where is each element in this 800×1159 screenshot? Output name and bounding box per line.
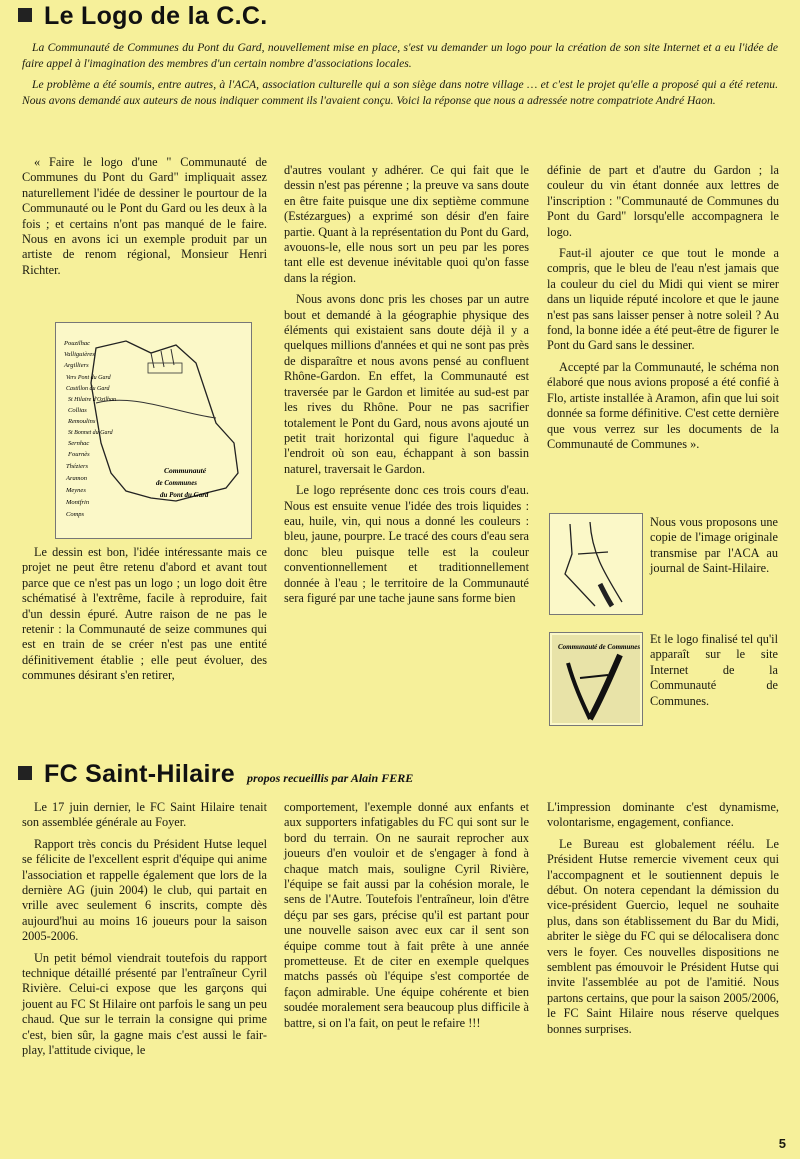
article-column-2 (284, 163, 529, 612)
sketch-icon (550, 514, 642, 614)
map-place: Valliguières (64, 351, 95, 358)
paragraph: Accepté par la Communauté, le schéma non élaboré que nous avions proposé a été confié à Flo, artiste installée à Aramon, afin que lui soit donnée sa forme définitive. C'est cette dernière que vous verrez sur les documents de la Communauté de Communes ». (547, 359, 779, 451)
paragraph: d'autres voulant y adhérer. Ce qui fait que le dessin n'est pas pérenne ; la preuve va sans doute en être faite puisque une dix septième commune (Estézargues) a exprimé son désir d'en faire partie. Quant à la représentation du Pont du Gard, avouons-le, elle nous sort un peu par les pores tant elle est devenue inévitable quoi qu'on fasse dans la région. (284, 163, 529, 285)
fc-column-1 (22, 800, 267, 1065)
caption-final-logo (650, 632, 778, 709)
map-place: Montfrin (66, 499, 90, 506)
map-place: Théziers (66, 463, 89, 470)
section-title: FC Saint-Hilaire (44, 760, 235, 788)
paragraph: L'impression dominante c'est dynamisme, volontarisme, engagement, confiance. (547, 800, 779, 830)
paragraph: Le Bureau est globalement réélu. Le Président Hutse remercie vivement ceux qui l'accompagnent et le soutiennent depuis le début. On notera cependant la démission du vice-président Guercio, lequel ne souhaite plus, dans son établissement du Bar du Midi, abriter le siège du FC qui se délocalisera donc vers le foyer. Ces nouvelles dispositions ne semblent pas émouvoir le Président Hutse qui invite l'assemblée au pot de l'amitié. Nous partons certains, que pour la saison 2005/2006, le FC Saint Hilaire nous réserve quelques bonnes surprises. (547, 836, 779, 1036)
map-drawing (55, 322, 252, 539)
map-place: Aramon (66, 475, 87, 482)
fc-column-3 (547, 800, 779, 1043)
map-place: Collias (68, 407, 87, 414)
page-number: 5 (778, 1136, 786, 1151)
map-place: Pouzilhac (64, 340, 90, 347)
paragraph: Nous avons donc pris les choses par un autre bout et demandé à la géographie physique des éléments qui existaient sans doute déjà il y a quelques millions d'années et qui ne sont pas près de disparaître et nous avons pensé au confluent Rhône-Gardon. En effet, la Communauté est traversée par le Gardon et limitée au sud-est par les rives du Rhône. Pour ne pas sacrifier totalement le Pont du Gard, nous avons ajouté un petit trait horizontal qui figure l'aqueduc à l'endroit où son eau, échappant à son bassin naturel, traversait le Gardon. (284, 292, 529, 476)
map-sketch-icon (56, 323, 251, 538)
original-sketch-image (549, 513, 643, 615)
map-label: Communauté (164, 466, 207, 475)
map-place: Argilliers (64, 362, 89, 369)
caption-original-image (650, 515, 778, 577)
map-place: St Bonnet du Gard (68, 430, 113, 436)
map-place: Castillon du Gard (66, 386, 110, 392)
paragraph: « Faire le logo d'une " Communauté de Communes du Pont du Gard" impliquait assez naturellement l'idée de dessiner le pourtour de la Communauté ou le Pont du Gard ou les deux à la fois ; et certains n'ont pas manqué de le faire. Nous en avons ici un exemple produit par un artiste de renom régional, Monsieur Henri Richter. (22, 155, 267, 277)
map-place: Remoulins (68, 418, 96, 425)
intro-paragraph: Le problème a été soumis, entre autres, à l'ACA, association culturelle qui a son siège dans notre village … et c'est le projet qu'elle a proposé qui a été retenu. Nous avons demandé aux auteurs de nous indiquer comment ils l'avaient conçu. Voici la réponse que nous a adressée notre compatriote André Haon. (22, 78, 778, 107)
map-place: Fournès (68, 451, 90, 458)
map-place: Sernhac (68, 440, 90, 447)
paragraph: Faut-il ajouter ce que tout le monde a compris, que le bleu de l'eau n'est jamais que la couleur du ciel du Midi qui vient se mirer dans un liquide réputé incolore et que le jaune n'est pas sans laisser penser à notre soleil ? Au fond, la bonne idée a été peut-être de figurer le Pont du Gard sans le dessiner. (547, 246, 779, 353)
section-heading-fc (18, 760, 413, 789)
map-label: du Pont du Gard (160, 491, 209, 499)
paragraph: définie de part et d'autre du Gardon ; la couleur du vin étant donnée aux lettres de l'inscription : "Communauté de Communes du Pont du Gard" lorsqu'elle accompagnera le logo. (547, 163, 779, 239)
paragraph: Rapport très concis du Président Hutse lequel se félicite de l'excellent esprit d'équipe qui anime l'association et rappelle également que lors de la dernière AG (juin 2004) le club, qui partait en vrille avec seulement 6 inscrits, compte dès aujourd'hui au moins 16 joueurs pour la saison 2005-2006. (22, 836, 267, 944)
intro-text (22, 40, 778, 114)
map-place: Meynes (66, 487, 86, 494)
logo-icon (550, 633, 642, 725)
fc-column-2 (284, 800, 529, 1037)
paragraph: Le dessin est bon, l'idée intéressante mais ce projet ne peut être retenu d'abord et avant tout parce que ce n'est pas un logo ; un logo doit être schématisé à l'extrême, facile à reproduire, fait d'un dessin épuré. Autre raison de ne pas le retenir : la Communauté de seize communes qui est en train de se créer n'est pas une entité définitivement établie ; elle peut évoluer, des communes désirant s'en retirer, (22, 545, 267, 683)
article-column-3 (547, 163, 779, 458)
caption-text: Et le logo finalisé tel qu'il apparaît sur le site Internet de la Communauté de Communes. (650, 632, 778, 708)
caption-text: Nous vous proposons une copie de l'image originale transmise par l'ACA au journal de Saint-Hilaire. (650, 515, 778, 576)
paragraph: comportement, l'exemple donné aux enfants et aux supporters infatigables du FC qui sont sur le bord du terrain. On ne saurait reprocher aux joueurs d'en vouloir et de s'engager à fond à chaque match mais, souligne Cyril Rivière, l'équipe se fait aussi par la cohésion morale, le sens de l'Autre. Toutefois l'entraîneur, loin d'être déçu par ses gars, précise qu'il est partant pour une nouvelle saison avec eux car il sent son équipe comme tout à fait prête à une année prometteuse. Et de citer en exemple quelques matchs passés où l'équipe s'est comportée de façon admirable. Une équipe cohérente et bien soudée moralement sera beaucoup plus difficile à battre, si on l'a fait, on peut le refaire !!! (284, 800, 529, 1030)
square-bullet-icon (18, 8, 32, 22)
intro-paragraph: La Communauté de Communes du Pont du Gard, nouvellement mise en place, s'est vu demander un logo pour la création de son site Internet et a eu l'idée de faire appel à l'imagination des membres d'un certain nombre d'associations locales. (22, 41, 778, 70)
paragraph: Le logo représente donc ces trois cours d'eau. Nous est ensuite venue l'idée des trois liquides : eau, huile, vin, qui nous a donné les couleurs : bleu, jaune, pourpre. Le tracé des cours d'eau sera donc bleu puisque telle est la couleur conventionnellement et traditionnellement donnée à l'eau ; le territoire de la Communauté sera figuré par une tache jaune sans forme bien (284, 483, 529, 605)
map-place: St Hilaire d'Ozilhan (68, 397, 117, 403)
map-place: Vers Pont du Gard (66, 375, 111, 381)
final-logo-image (549, 632, 643, 726)
paragraph: Un petit bémol viendrait toutefois du rapport technique détaillé présenté par l'entraîneur Cyril Rivière. Celui-ci expose que les garçons qui jouent au FC St Hilaire ont parfois le sang un peu chaud. Que sur le terrain la consigne qui prime c'est, bien sûr, la gagne mais c'est aussi le fair-play, l'attitude civique, le (22, 950, 267, 1058)
article-column-1-bottom (22, 545, 267, 690)
article-column-1-top (22, 155, 267, 284)
paragraph: Le 17 juin dernier, le FC Saint Hilaire tenait son assemblée générale au Foyer. (22, 800, 267, 830)
byline: propos recueillis par Alain FERE (246, 771, 414, 785)
square-bullet-icon (18, 766, 32, 780)
section-heading-logo (18, 2, 267, 31)
map-label: de Communes (156, 479, 198, 487)
logo-text: Communauté de Communes (558, 643, 641, 651)
map-place: Comps (66, 511, 85, 518)
section-title: Le Logo de la C.C. (44, 2, 268, 30)
